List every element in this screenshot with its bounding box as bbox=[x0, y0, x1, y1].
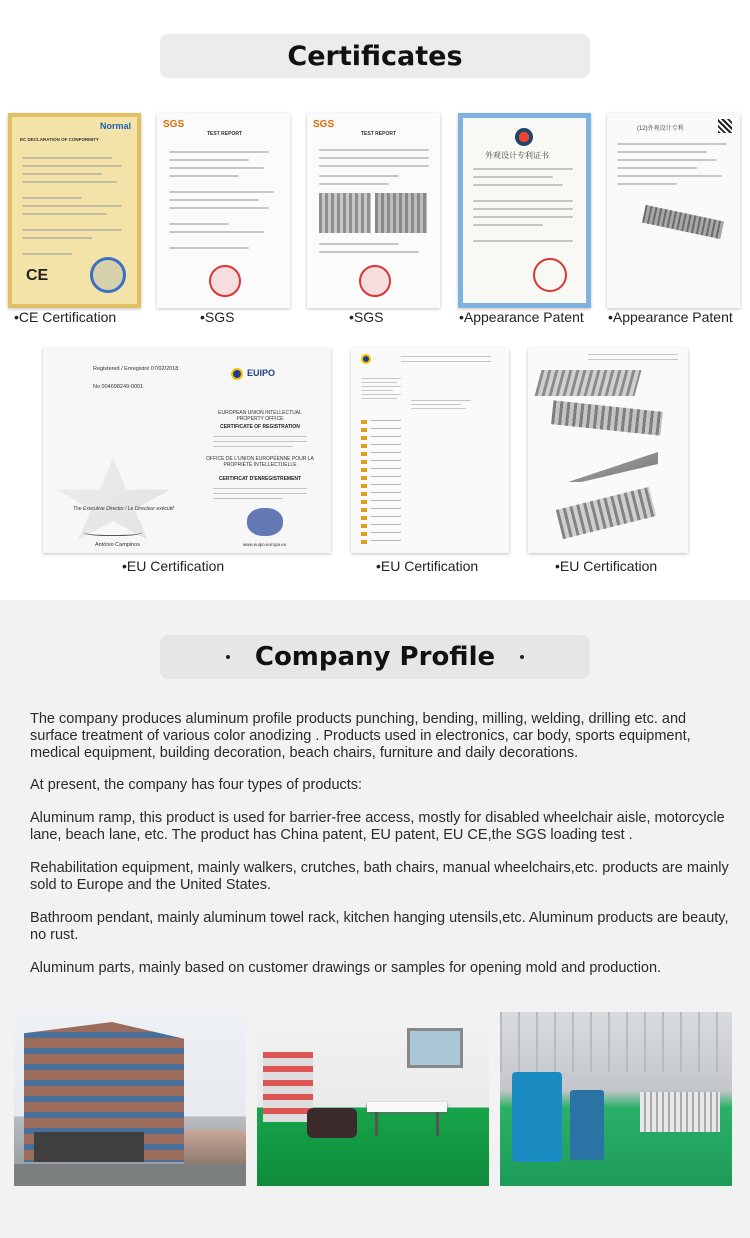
profile-paragraph-3: Aluminum ramp, this product is used for barrier-free access, mostly for disabled wheelchair aisle, motorcycle lane, beach lane, etc. The product has China patent, EU patent, EU CE,the SGS loading test . bbox=[30, 810, 725, 843]
building-entrance bbox=[34, 1132, 144, 1162]
profile-paragraph-6: Aluminum parts, mainly based on customer drawings or samples for opening mold and production. bbox=[30, 960, 662, 976]
eu-map-icon bbox=[247, 508, 283, 536]
table bbox=[367, 1102, 447, 1112]
euipo-cert-title: CERTIFICATE OF REGISTRATION bbox=[220, 424, 300, 430]
sgs-logo: SGS bbox=[163, 119, 185, 130]
press-machine-2 bbox=[570, 1090, 604, 1160]
profile-paragraph-1: The company produces aluminum profile products punching, bending, milling, welding, drilling etc. and surface treatment of various color anodizing . Products used in electronics, car body, sports equipment, medical equipment, building decoration, beach chairs, furniture and daily decorations. bbox=[30, 711, 691, 761]
press-machine bbox=[512, 1072, 562, 1162]
euipo-url: www.euipo.europa.eu bbox=[243, 542, 287, 547]
low-buildings bbox=[184, 1130, 246, 1164]
euipo-cert-title-fr: CERTIFICAT D'ENREGISTREMENT bbox=[218, 476, 302, 482]
ramp-view-3 bbox=[568, 452, 658, 482]
certificates-title-bar bbox=[160, 34, 590, 78]
ground bbox=[14, 1164, 246, 1186]
euipo-logo: EUIPO bbox=[247, 368, 276, 378]
shelves bbox=[263, 1052, 313, 1122]
cert-caption-eu-3: •EU Certification bbox=[555, 558, 658, 574]
ce-mark: CE bbox=[26, 267, 49, 284]
sgs-doc-heading-2: TEST REPORT bbox=[361, 131, 397, 137]
appearance-patent-image-1 bbox=[458, 113, 591, 308]
patent-emblem bbox=[515, 128, 533, 146]
qr-code-icon bbox=[718, 119, 732, 133]
ce-certificate-image bbox=[8, 113, 141, 308]
ce-doc-heading: EC DECLARATION OF CONFORMITY bbox=[20, 137, 99, 142]
euipo-certificate-image bbox=[43, 348, 331, 553]
profile-paragraph-5: Bathroom pendant, mainly aluminum towel rack, kitchen hanging utensils,etc. Aluminum products are beauty, no rust. bbox=[30, 910, 729, 943]
euipo-director-label: The Executive Director / Le Directeur exécutif bbox=[73, 506, 174, 512]
ramp-photo-2 bbox=[375, 193, 427, 233]
appearance-patent-image-2 bbox=[607, 113, 740, 308]
sgs-report-image-1 bbox=[157, 113, 290, 308]
cert-caption-sgs-2: •SGS bbox=[349, 309, 384, 325]
euipo-director-name: António Campinos bbox=[95, 542, 140, 548]
profile-paragraph-4: Rehabilitation equipment, mainly walkers, crutches, bath chairs, manual wheelchairs,etc. products are mainly sold to Europe and the United States. bbox=[30, 860, 729, 893]
title-dot-left bbox=[226, 655, 230, 659]
eu-design-list-image bbox=[351, 348, 509, 553]
ramp-view-1 bbox=[535, 370, 642, 396]
cert-caption-patent-2: •Appearance Patent bbox=[608, 309, 733, 325]
eu-design-views-image bbox=[528, 348, 688, 553]
ramp-photo-1 bbox=[319, 193, 371, 233]
showroom-photo bbox=[257, 1012, 489, 1186]
factory-workshop-photo bbox=[500, 1012, 732, 1186]
language-list-text bbox=[371, 420, 401, 548]
signature bbox=[83, 526, 143, 536]
normal-logo: Normal bbox=[99, 121, 131, 131]
table-legs bbox=[375, 1112, 439, 1136]
patent-doc-heading: 外观设计专利证书 bbox=[485, 151, 549, 160]
euipo-number: No 004698249-0001 bbox=[93, 384, 144, 390]
office-building-photo bbox=[14, 1012, 246, 1186]
roof-trusses bbox=[500, 1012, 732, 1072]
window bbox=[407, 1028, 463, 1068]
patent-red-stamp bbox=[533, 258, 567, 292]
euipo-office: EUROPEAN UNION INTELLECTUAL PROPERTY OFFICE bbox=[218, 410, 302, 422]
sgs-logo-2: SGS bbox=[313, 119, 335, 130]
company-profile-title: Company Profile bbox=[254, 642, 496, 672]
sgs-doc-heading: TEST REPORT bbox=[207, 131, 243, 137]
red-stamp-2 bbox=[359, 265, 391, 297]
patent-doc-heading-2: (12)外观设计专利 bbox=[637, 126, 684, 132]
seal-stamp bbox=[90, 257, 126, 293]
eu-logo-icon bbox=[361, 354, 371, 364]
cert-caption-eu-1: •EU Certification bbox=[122, 558, 225, 574]
ramp-view-4 bbox=[556, 487, 656, 539]
euipo-office-fr: OFFICE DE L'UNION EUROPÉENNE POUR LA PROPRIÉTÉ INTELLECTUELLE bbox=[206, 456, 314, 468]
profile-paragraph-2: At present, the company has four types of products: bbox=[30, 777, 363, 793]
cert-caption-eu-2: •EU Certification bbox=[376, 558, 479, 574]
sgs-report-image-2 bbox=[307, 113, 440, 308]
ramp-drawing bbox=[642, 205, 724, 239]
euipo-registered: Registered / Enregistré 07/02/2018 bbox=[93, 366, 179, 372]
sofa bbox=[307, 1108, 357, 1138]
ramp-view-2 bbox=[551, 400, 663, 435]
cert-caption-ce: •CE Certification bbox=[14, 309, 117, 325]
cert-caption-sgs-1: •SGS bbox=[200, 309, 235, 325]
company-profile-title-bar bbox=[160, 635, 590, 679]
cert-caption-patent-1: •Appearance Patent bbox=[459, 309, 584, 325]
euipo-logo-icon bbox=[231, 368, 243, 380]
red-stamp bbox=[209, 265, 241, 297]
certificates-title: Certificates bbox=[287, 40, 463, 72]
title-dot-right bbox=[520, 655, 524, 659]
language-list bbox=[361, 420, 367, 548]
material-racks bbox=[640, 1092, 720, 1132]
